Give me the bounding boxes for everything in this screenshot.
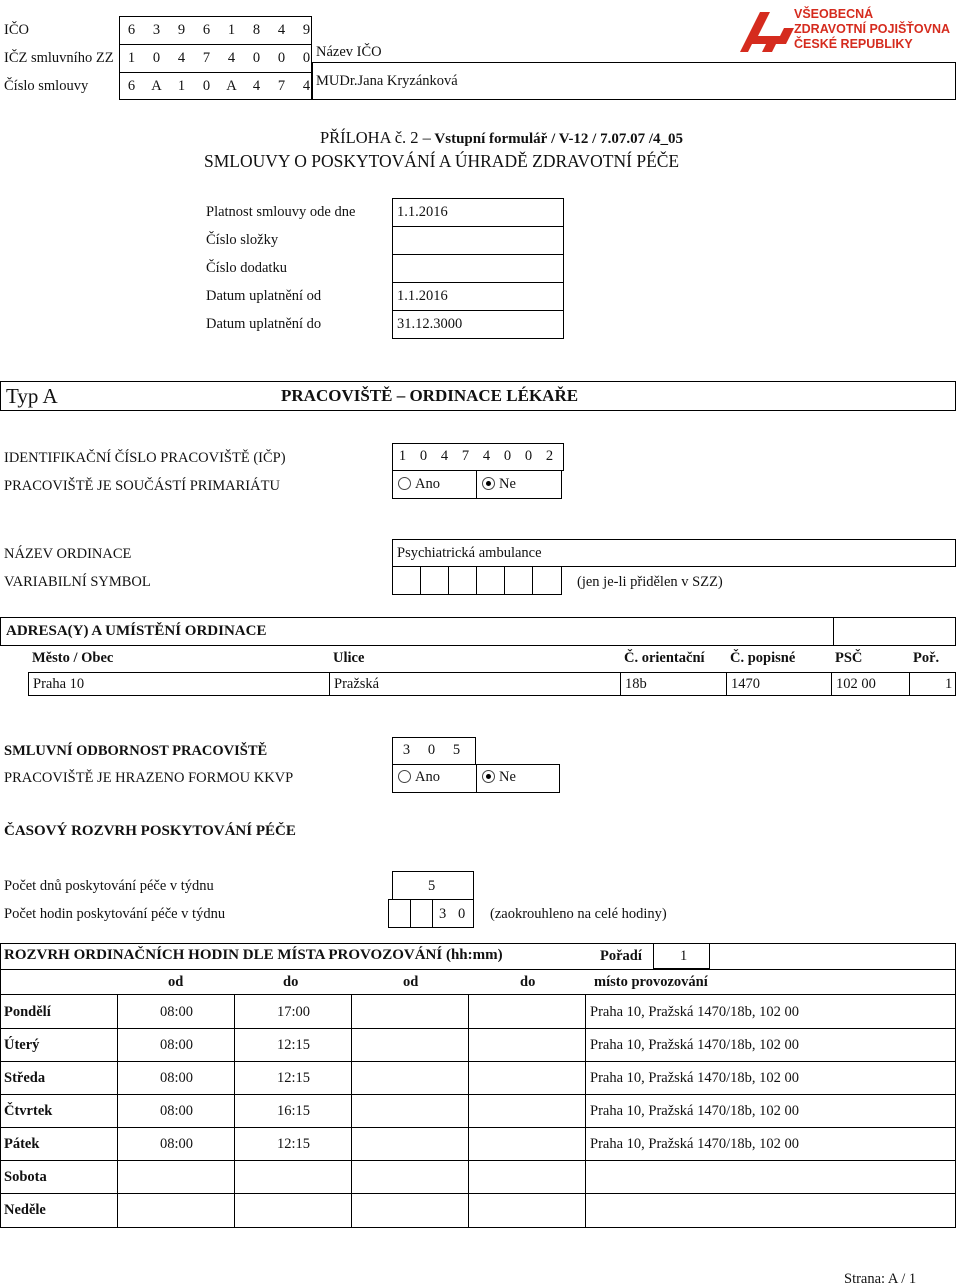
validity-label-4: Datum uplatnění do — [206, 316, 322, 332]
pocet-dnu-label: Počet dnů poskytování péče v týdnu — [4, 878, 214, 894]
validity-field-0: 1.1.2016 — [392, 198, 564, 227]
address-psc: 102 00 — [836, 676, 876, 692]
poradi-label: Pořadí — [600, 948, 642, 964]
variabilni-symbol-note: (jen je-li přidělen v SZZ) — [577, 574, 723, 590]
validity-label-1: Číslo složky — [206, 232, 279, 248]
odbornost-digits: 3 0 5 — [402, 742, 461, 758]
nazev-ordinace-label: NÁZEV ORDINACE — [4, 546, 132, 562]
address-header-popisne: Č. popisné — [730, 650, 796, 666]
rozvrh-misto: Praha 10, Pražská 1470/18b, 102 00 — [590, 1103, 800, 1119]
rozvrh-od1: 08:00 — [160, 1136, 194, 1152]
rozvrh-misto: Praha 10, Pražská 1470/18b, 102 00 — [590, 1004, 800, 1020]
iczz-label: IČZ smluvního ZZ — [4, 50, 114, 66]
logo-line-2: ZDRAVOTNÍ POJIŠŤOVNA — [794, 22, 951, 36]
rozvrh-do1: 12:15 — [277, 1037, 311, 1053]
adresa-title: ADRESA(Y) A UMÍSTĚNÍ ORDINACE — [6, 623, 267, 639]
primariat-ne-option[interactable]: Ne — [482, 476, 516, 493]
address-porad: 1 — [945, 676, 953, 692]
address-header-orientacni: Č. orientační — [624, 650, 705, 666]
casovy-rozvrh-title: ČASOVÝ ROZVRH POSKYTOVÁNÍ PÉČE — [4, 823, 296, 839]
priloha-title: PŘÍLOHA č. 2 – Vstupní formulář / V-12 / 7.07.07 /4_05 — [320, 128, 684, 147]
rozvrh-table — [0, 943, 956, 1228]
nazev-ordinace-field: Psychiatrická ambulance — [392, 539, 956, 567]
address-header-ulice: Ulice — [333, 650, 365, 666]
pocet-hodin-digit-0: 3 — [439, 906, 447, 922]
address-header-mesto: Město / Obec — [32, 650, 114, 666]
radio-unchecked-icon[interactable] — [398, 477, 411, 490]
rozvrh-day-utery: Úterý — [4, 1037, 40, 1053]
vzp-logo — [738, 8, 958, 54]
rozvrh-misto: Praha 10, Pražská 1470/18b, 102 00 — [590, 1037, 800, 1053]
radio-checked-icon[interactable] — [482, 770, 495, 783]
icp-label: IDENTIFIKAČNÍ ČÍSLO PRACOVIŠTĚ (IČP) — [4, 450, 286, 466]
rozvrh-od1: 08:00 — [160, 1103, 194, 1119]
logo-line-1: VŠEOBECNÁ — [794, 7, 874, 21]
rozvrh-do1: 12:15 — [277, 1136, 311, 1152]
rozvrh-od1: 08:00 — [160, 1037, 194, 1053]
nazev-ico-label: Název IČO — [316, 44, 382, 60]
rozvrh-od1: 08:00 — [160, 1004, 194, 1020]
vzp-logo-mark-icon — [738, 8, 798, 54]
rozvrh-header-od-1: od — [168, 974, 184, 990]
rozvrh-misto: Praha 10, Pražská 1470/18b, 102 00 — [590, 1136, 800, 1152]
radio-checked-icon[interactable] — [482, 477, 495, 490]
cislo-smlouvy-label: Číslo smlouvy — [4, 78, 89, 94]
rozvrh-day-patek: Pátek — [4, 1136, 40, 1152]
pocet-dnu-value: 5 — [428, 878, 436, 894]
validity-field-4: 31.12.3000 — [392, 310, 564, 339]
rozvrh-header-do-2: do — [520, 974, 536, 990]
ico-label: IČO — [4, 22, 29, 38]
poradi-value: 1 — [680, 948, 688, 964]
address-orientacni: 18b — [625, 676, 647, 692]
pocet-hodin-digit-1: 0 — [458, 906, 466, 922]
validity-field-1 — [392, 226, 564, 255]
address-header-psc: PSČ — [835, 650, 863, 666]
iczz-digits: 1 0 4 7 4 0 0 0 — [127, 50, 311, 66]
address-header-porad: Poř. — [913, 650, 940, 666]
rozvrh-do1: 17:00 — [277, 1004, 311, 1020]
validity-label-3: Datum uplatnění od — [206, 288, 322, 304]
primariat-label: PRACOVIŠTĚ JE SOUČÁSTÍ PRIMARIÁTU — [4, 478, 280, 494]
pocet-hodin-label: Počet hodin poskytování péče v týdnu — [4, 906, 226, 922]
rozvrh-day-sobota: Sobota — [4, 1169, 47, 1185]
kkvp-label: PRACOVIŠTĚ JE HRAZENO FORMOU KKVP — [4, 770, 294, 786]
rozvrh-day-ctvrtek: Čtvrtek — [4, 1103, 53, 1119]
icp-digits: 1 0 4 7 4 0 0 2 — [398, 448, 554, 464]
address-popisne: 1470 — [731, 676, 760, 692]
rozvrh-do1: 12:15 — [277, 1070, 311, 1086]
odbornost-label: SMLUVNÍ ODBORNOST PRACOVIŠTĚ — [4, 743, 268, 759]
variabilni-symbol-box — [392, 566, 562, 595]
kkvp-ne-option[interactable]: Ne — [482, 769, 516, 786]
address-ulice: Pražská — [334, 676, 380, 692]
primariat-ano-option[interactable]: Ano — [398, 476, 440, 493]
typ-label: Typ A — [6, 384, 58, 408]
typ-title: PRACOVIŠTĚ – ORDINACE LÉKAŘE — [281, 386, 579, 405]
validity-field-2 — [392, 254, 564, 283]
rozvrh-day-pondeli: Pondělí — [4, 1004, 51, 1020]
rozvrh-day-nedele: Neděle — [4, 1202, 46, 1218]
rozvrh-header-misto: místo provozování — [594, 974, 708, 990]
rozvrh-do1: 16:15 — [277, 1103, 311, 1119]
rozvrh-header-do-1: do — [283, 974, 299, 990]
address-mesto: Praha 10 — [33, 676, 85, 692]
ico-digits: 6 3 9 6 1 8 4 9 — [127, 22, 311, 38]
variabilni-symbol-label: VARIABILNÍ SYMBOL — [4, 574, 151, 590]
validity-field-3: 1.1.2016 — [392, 282, 564, 311]
rozvrh-misto: Praha 10, Pražská 1470/18b, 102 00 — [590, 1070, 800, 1086]
radio-unchecked-icon[interactable] — [398, 770, 411, 783]
pocet-hodin-note: (zaokrouhleno na celé hodiny) — [490, 906, 667, 922]
cislo-smlouvy-digits: 6 A 1 0 A 4 7 4 — [127, 78, 311, 94]
page-number: Strana: A / 1 — [844, 1271, 917, 1287]
smlouvy-title: SMLOUVY O POSKYTOVÁNÍ A ÚHRADĚ ZDRAVOTNÍ PÉČE — [204, 151, 680, 171]
rozvrh-day-streda: Středa — [4, 1070, 46, 1086]
address-row — [28, 672, 956, 696]
rozvrh-od1: 08:00 — [160, 1070, 194, 1086]
validity-label-2: Číslo dodatku — [206, 260, 287, 276]
rozvrh-header-od-2: od — [403, 974, 419, 990]
validity-label-0: Platnost smlouvy ode dne — [206, 204, 356, 220]
kkvp-ano-option[interactable]: Ano — [398, 769, 440, 786]
rozvrh-title: ROZVRH ORDINAČNÍCH HODIN DLE MÍSTA PROVOZOVÁNÍ (hh:mm) — [4, 947, 503, 963]
nazev-ico-value: MUDr.Jana Kryzánková — [316, 73, 458, 89]
logo-line-3: ČESKÉ REPUBLIKY — [794, 37, 913, 51]
